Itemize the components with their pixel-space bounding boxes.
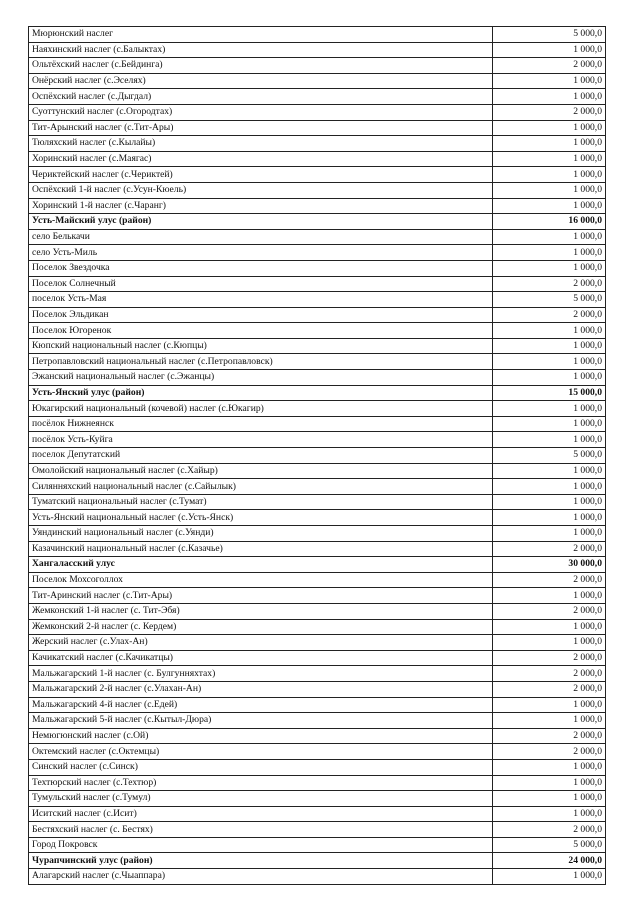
amount-cell: 2 000,0 (493, 822, 606, 838)
settlement-name-cell: Город Покровск (29, 837, 493, 853)
settlement-name-cell: Октемский наслег (с.Октемцы) (29, 744, 493, 760)
amount-cell: 1 000,0 (493, 229, 606, 245)
amount-cell: 2 000,0 (493, 541, 606, 557)
settlement-name-cell: Тюляхский наслег (с.Кылайы) (29, 136, 493, 152)
table-row (29, 229, 606, 245)
settlement-name-cell: Жемконский 2-й наслег (с. Кердем) (29, 619, 493, 635)
amount-cell: 1 000,0 (493, 401, 606, 417)
settlement-name-cell: Тумульский наслег (с.Тумул) (29, 791, 493, 807)
allocation-table (28, 26, 606, 885)
settlement-name-cell: Казачинский национальный наслег (с.Казачье) (29, 541, 493, 557)
amount-cell: 5 000,0 (493, 292, 606, 308)
settlement-name-cell: Поселок Звездочка (29, 260, 493, 276)
amount-cell: 2 000,0 (493, 744, 606, 760)
settlement-name-cell: Поселок Солнечный (29, 276, 493, 292)
settlement-name-cell: посёлок Нижнеянск (29, 416, 493, 432)
amount-cell: 1 000,0 (493, 151, 606, 167)
table-row (29, 713, 606, 729)
table-row (29, 370, 606, 386)
settlement-name-cell: Оспёхский 1-й наслег (с.Усун-Кюель) (29, 182, 493, 198)
amount-cell: 2 000,0 (493, 728, 606, 744)
settlement-name-cell: Чурапчинский улус (район) (29, 853, 493, 869)
table-row (29, 104, 606, 120)
amount-cell: 2 000,0 (493, 650, 606, 666)
table-row (29, 463, 606, 479)
amount-cell: 1 000,0 (493, 432, 606, 448)
table-row (29, 822, 606, 838)
amount-cell: 1 000,0 (493, 245, 606, 261)
settlement-name-cell: Хоринский наслег (с.Маягас) (29, 151, 493, 167)
table-row (29, 603, 606, 619)
settlement-name-cell: поселок Депутатский (29, 448, 493, 464)
amount-cell: 1 000,0 (493, 697, 606, 713)
settlement-name-cell: Омолойский национальный наслег (с.Хайыр) (29, 463, 493, 479)
table-row (29, 292, 606, 308)
table-row (29, 401, 606, 417)
table-row (29, 276, 606, 292)
amount-cell: 1 000,0 (493, 416, 606, 432)
table-row (29, 510, 606, 526)
settlement-name-cell: Тит-Арынский наслег (с.Тит-Ары) (29, 120, 493, 136)
table-row (29, 650, 606, 666)
settlement-name-cell: Хангаласский улус (29, 557, 493, 573)
table-row (29, 837, 606, 853)
district-total-row (29, 557, 606, 573)
table-row (29, 182, 606, 198)
table-row (29, 869, 606, 885)
amount-cell: 1 000,0 (493, 619, 606, 635)
settlement-name-cell: Мюрюнский наслег (29, 27, 493, 43)
table-row (29, 666, 606, 682)
settlement-name-cell: Наяхинский наслег (с.Балыктах) (29, 42, 493, 58)
amount-cell: 1 000,0 (493, 635, 606, 651)
settlement-name-cell: Техтюрский наслег (с.Техтюр) (29, 775, 493, 791)
settlement-name-cell: Жерский наслег (с.Улах-Ан) (29, 635, 493, 651)
table-row (29, 635, 606, 651)
amount-cell: 1 000,0 (493, 588, 606, 604)
table-row (29, 526, 606, 542)
table-row (29, 151, 606, 167)
amount-cell: 2 000,0 (493, 666, 606, 682)
amount-cell: 16 000,0 (493, 214, 606, 230)
table-row (29, 572, 606, 588)
settlement-name-cell: Бестяхский наслег (с. Бестях) (29, 822, 493, 838)
amount-cell: 15 000,0 (493, 385, 606, 401)
settlement-name-cell: Тит-Аринский наслег (с.Тит-Ары) (29, 588, 493, 604)
settlement-name-cell: Оспёхский наслег (с.Дыгдал) (29, 89, 493, 105)
table-body (29, 27, 606, 885)
table-row (29, 323, 606, 339)
settlement-name-cell: поселок Усть-Мая (29, 292, 493, 308)
table-row (29, 120, 606, 136)
settlement-name-cell: Мальжагарский 1-й наслег (с. Булгунняхтах) (29, 666, 493, 682)
settlement-name-cell: Жемконский 1-й наслег (с. Тит-Эбя) (29, 603, 493, 619)
amount-cell: 24 000,0 (493, 853, 606, 869)
amount-cell: 1 000,0 (493, 494, 606, 510)
settlement-name-cell: Кюпский национальный наслег (с.Кюпцы) (29, 338, 493, 354)
document-page (28, 26, 605, 885)
amount-cell: 2 000,0 (493, 104, 606, 120)
table-row (29, 167, 606, 183)
table-row (29, 307, 606, 323)
table-row (29, 198, 606, 214)
table-row (29, 73, 606, 89)
amount-cell: 2 000,0 (493, 681, 606, 697)
table-row (29, 479, 606, 495)
amount-cell: 1 000,0 (493, 89, 606, 105)
table-row (29, 775, 606, 791)
amount-cell: 1 000,0 (493, 167, 606, 183)
table-row (29, 494, 606, 510)
amount-cell: 1 000,0 (493, 260, 606, 276)
settlement-name-cell: Немюгюнский наслег (с.Ой) (29, 728, 493, 744)
district-total-row (29, 853, 606, 869)
amount-cell: 1 000,0 (493, 136, 606, 152)
settlement-name-cell: Туматский национальный наслег (с.Тумат) (29, 494, 493, 510)
table-row (29, 806, 606, 822)
settlement-name-cell: Иситский наслег (с.Исит) (29, 806, 493, 822)
settlement-name-cell: Качикатский наслег (с.Качикатцы) (29, 650, 493, 666)
amount-cell: 2 000,0 (493, 58, 606, 74)
settlement-name-cell: Уяндинский национальный наслег (с.Уянди) (29, 526, 493, 542)
amount-cell: 1 000,0 (493, 182, 606, 198)
table-row (29, 245, 606, 261)
amount-cell: 1 000,0 (493, 463, 606, 479)
settlement-name-cell: Усть-Майский улус (район) (29, 214, 493, 230)
amount-cell: 1 000,0 (493, 354, 606, 370)
amount-cell: 2 000,0 (493, 603, 606, 619)
settlement-name-cell: Хоринский 1-й наслег (с.Чаранг) (29, 198, 493, 214)
amount-cell: 1 000,0 (493, 526, 606, 542)
amount-cell: 2 000,0 (493, 572, 606, 588)
settlement-name-cell: Алагарский наслег (с.Чыаппара) (29, 869, 493, 885)
amount-cell: 1 000,0 (493, 869, 606, 885)
district-total-row (29, 214, 606, 230)
amount-cell: 1 000,0 (493, 713, 606, 729)
table-row (29, 541, 606, 557)
table-row (29, 416, 606, 432)
settlement-name-cell: село Белькачи (29, 229, 493, 245)
settlement-name-cell: Мальжагарский 5-й наслег (с.Кытыл-Дюра) (29, 713, 493, 729)
amount-cell: 5 000,0 (493, 27, 606, 43)
amount-cell: 5 000,0 (493, 448, 606, 464)
settlement-name-cell: Юкагирский национальный (кочевой) наслег (с.Юкагир) (29, 401, 493, 417)
table-row (29, 744, 606, 760)
amount-cell: 1 000,0 (493, 806, 606, 822)
settlement-name-cell: Поселок Эльдикан (29, 307, 493, 323)
settlement-name-cell: Поселок Мохсоголлох (29, 572, 493, 588)
amount-cell: 2 000,0 (493, 276, 606, 292)
amount-cell: 1 000,0 (493, 370, 606, 386)
amount-cell: 1 000,0 (493, 759, 606, 775)
settlement-name-cell: Мальжагарский 2-й наслег (с.Улахан-Ан) (29, 681, 493, 697)
settlement-name-cell: Усть-Янский национальный наслег (с.Усть-Янск) (29, 510, 493, 526)
settlement-name-cell: Ольтёхский наслег (с.Бейдинга) (29, 58, 493, 74)
table-row (29, 791, 606, 807)
amount-cell: 1 000,0 (493, 73, 606, 89)
settlement-name-cell: Силянняхский национальный наслег (с.Сайылык) (29, 479, 493, 495)
table-row (29, 432, 606, 448)
table-row (29, 681, 606, 697)
district-total-row (29, 385, 606, 401)
amount-cell: 1 000,0 (493, 120, 606, 136)
amount-cell: 1 000,0 (493, 791, 606, 807)
settlement-name-cell: село Усть-Миль (29, 245, 493, 261)
amount-cell: 1 000,0 (493, 775, 606, 791)
amount-cell: 1 000,0 (493, 323, 606, 339)
table-row (29, 354, 606, 370)
table-row (29, 588, 606, 604)
table-row (29, 260, 606, 276)
amount-cell: 1 000,0 (493, 510, 606, 526)
table-row (29, 728, 606, 744)
settlement-name-cell: Петропавловский национальный наслег (с.Петропавловск) (29, 354, 493, 370)
amount-cell: 1 000,0 (493, 479, 606, 495)
amount-cell: 2 000,0 (493, 307, 606, 323)
amount-cell: 1 000,0 (493, 338, 606, 354)
amount-cell: 1 000,0 (493, 198, 606, 214)
settlement-name-cell: Синский наслег (с.Синск) (29, 759, 493, 775)
settlement-name-cell: Мальжагарский 4-й наслег (с.Едей) (29, 697, 493, 713)
table-row (29, 697, 606, 713)
table-row (29, 27, 606, 43)
settlement-name-cell: Эжанский национальный наслег (с.Эжанцы) (29, 370, 493, 386)
settlement-name-cell: Чериктейский наслег (с.Чериктей) (29, 167, 493, 183)
table-row (29, 338, 606, 354)
settlement-name-cell: посёлок Усть-Куйга (29, 432, 493, 448)
table-row (29, 759, 606, 775)
amount-cell: 1 000,0 (493, 42, 606, 58)
settlement-name-cell: Суоттунский наслег (с.Огородтах) (29, 104, 493, 120)
amount-cell: 30 000,0 (493, 557, 606, 573)
settlement-name-cell: Поселок Югоренок (29, 323, 493, 339)
table-row (29, 448, 606, 464)
table-row (29, 42, 606, 58)
table-row (29, 58, 606, 74)
table-row (29, 136, 606, 152)
table-row (29, 89, 606, 105)
settlement-name-cell: Усть-Янский улус (район) (29, 385, 493, 401)
table-row (29, 619, 606, 635)
amount-cell: 5 000,0 (493, 837, 606, 853)
settlement-name-cell: Онёрский наслег (с.Эселях) (29, 73, 493, 89)
